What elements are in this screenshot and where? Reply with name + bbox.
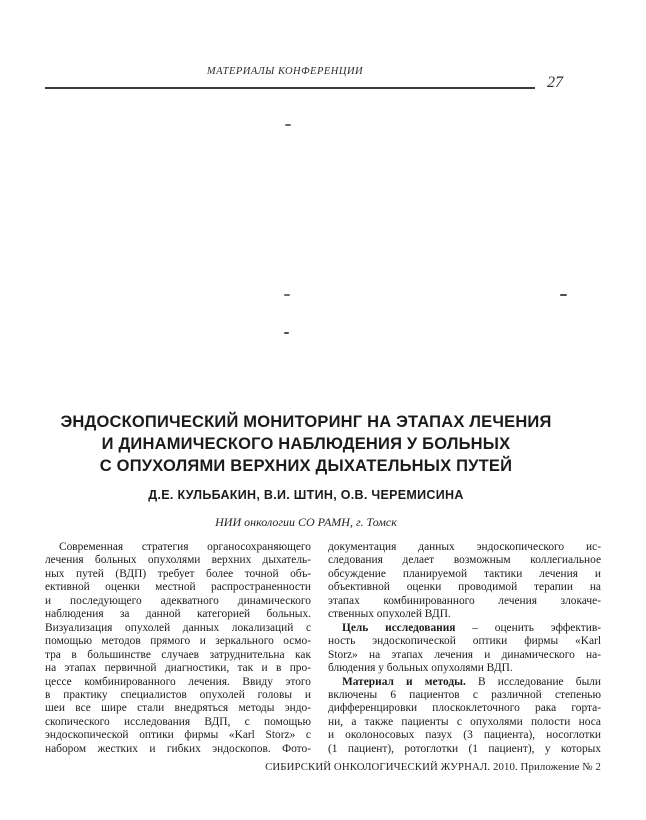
body-text-line: на этапах первичной диагностики, так и в про- (45, 662, 311, 675)
text-run: – оценить эффектив- (455, 621, 601, 634)
body-text-line: следования делает возможным коллегиальное (328, 554, 601, 567)
body-column-left (45, 541, 311, 756)
text-run: В исследование были (465, 675, 601, 688)
body-text-line: лечения больных опухолями верхних дыхатель- (45, 554, 311, 567)
header-rule (45, 87, 535, 89)
body-text-line: блюдения у больных опухолями ВДП. (328, 662, 513, 675)
title-line: ЭНДОСКОПИЧЕСКИЙ МОНИТОРИНГ НА ЭТАПАХ ЛЕЧЕНИЯ (60, 413, 552, 431)
body-text-line: дифференцировки плоскоклеточного рака горта- (328, 702, 601, 715)
bold-run: Материал и методы. (342, 675, 466, 688)
body-text-line: эндоскопической оптики фирмы «Karl Storz» с (45, 729, 311, 742)
scan-artifact-dash (284, 332, 289, 334)
body-text-line: этапах комбинированного лечения злокаче- (328, 594, 601, 607)
bold-run: Цель исследования (342, 621, 456, 634)
body-text-line: в практику специалистов опухолей головы и (45, 688, 311, 701)
affiliation-line: НИИ онкологии СО РАМН, г. Томск (215, 515, 397, 529)
page-number: 27 (547, 74, 563, 91)
article-title (45, 411, 567, 477)
journal-footer: СИБИРСКИЙ ОНКОЛОГИЧЕСКИЙ ЖУРНАЛ. 2010. Приложение № 2 (265, 761, 601, 773)
body-text-line: тра в большинстве случаев затруднительна как (45, 648, 311, 661)
running-head: МАТЕРИАЛЫ КОНФЕРЕНЦИИ (206, 66, 364, 77)
body-text-line: помощью методов прямого и зеркального осмо- (45, 635, 311, 648)
body-text-line: наблюдения за данной категорией больных. (45, 608, 311, 621)
body-text-line: скопического исследования ВДП, с помощью (45, 715, 311, 728)
body-text-line: документация данных эндоскопического ис- (328, 541, 601, 553)
article-body (45, 541, 601, 756)
scan-artifact-dash (285, 124, 291, 126)
body-text-line (328, 622, 601, 635)
body-text-line: (1 пациент), ротоглотки (1 пациент), у которых (328, 742, 601, 755)
body-text-line: ность эндоскопической оптики фирмы «Karl (328, 635, 601, 648)
body-text-line: ственных опухолей ВДП. (328, 608, 451, 621)
body-text-line: и последующего адекватного динамического (45, 594, 311, 607)
body-column-right (328, 541, 601, 756)
body-text-line: Storz» на этапах лечения и динамического на- (328, 648, 601, 661)
title-line: И ДИНАМИЧЕСКОГО НАБЛЮДЕНИЯ У БОЛЬНЫХ (101, 435, 511, 453)
body-text-line: Визуализация опухолей данных локализаций с (45, 621, 311, 634)
title-line: С ОПУХОЛЯМИ ВЕРХНИХ ДЫХАТЕЛЬНЫХ ПУТЕЙ (99, 457, 513, 475)
body-text-line: Современная стратегия органосохраняющего (59, 541, 311, 553)
scan-artifact-dash (284, 294, 290, 296)
body-text-line (328, 676, 601, 689)
body-text-line: ективной оценки местной распространенности (45, 581, 311, 594)
body-text-line: и околоносовых пазух (3 пациента), носоглотки (328, 729, 601, 742)
body-text-line: объективной оценки проводимой терапии на (328, 581, 601, 594)
body-text-line: обсуждение планируемой тактики лечения и (328, 567, 601, 580)
body-text-line: цессе комбинированного лечения. Ввиду этого (45, 675, 311, 688)
authors-line: Д.Е. КУЛЬБАКИН, В.И. ШТИН, О.В. ЧЕРЕМИСИНА (148, 488, 464, 502)
body-text-line: набором жестких и гибких эндоскопов. Фото- (45, 742, 311, 755)
body-text-line: ных путей (ВДП) требует более точной объ- (45, 567, 311, 580)
body-text-line: шеи все шире стали внедряться методы эндо- (45, 702, 311, 715)
body-text-line: ни, а также пациенты с опухолями полости носа (328, 715, 601, 728)
body-text-line: включены 6 пациентов с различной степенью (328, 688, 601, 701)
scan-artifact-dash (560, 294, 567, 296)
